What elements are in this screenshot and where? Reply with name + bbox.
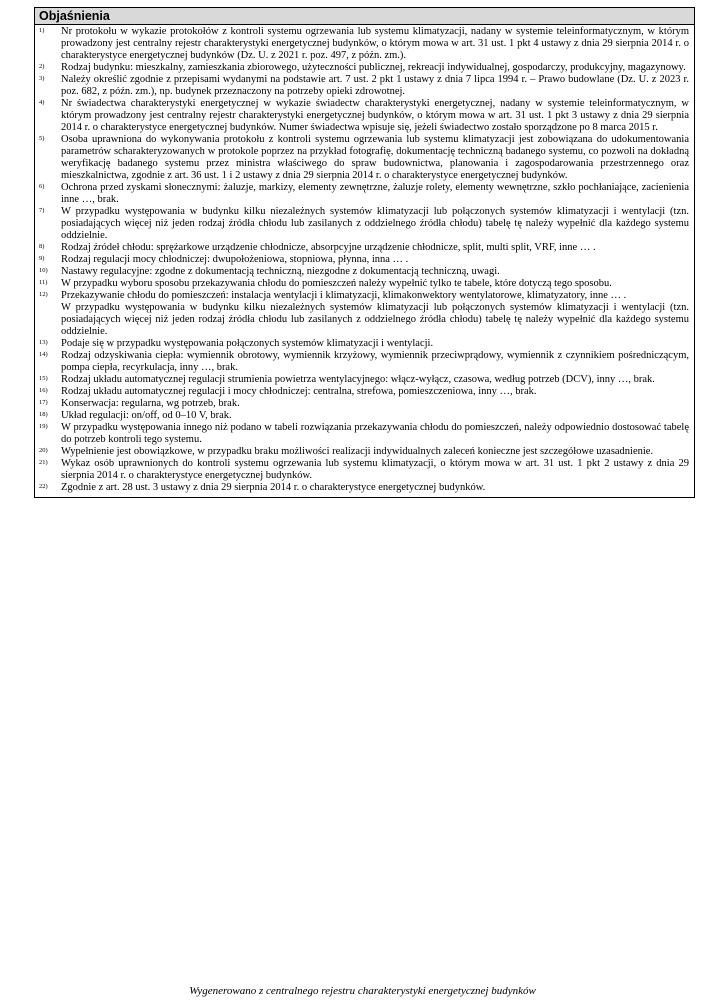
note-paragraph: W przypadku występowania innego niż podano w tabeli rozwiązania przekazywania chłodu do pomieszczeń, należy odpowiednio dostosować tabelę do potrzeb kontroli tego systemu.: [61, 422, 689, 445]
note-number: 14): [39, 351, 48, 358]
note-paragraph: Rodzaj budynku: mieszkalny, zamieszkania zbiorowego, użyteczności publicznej, rekreacji indywidualnej, gospodarczy, produkcyjny, magazynowy.: [61, 62, 686, 73]
note-text: [61, 62, 694, 74]
note-paragraph: Rodzaj układu automatycznej regulacji i mocy chłodniczej: centralna, strefowa, pomieszczeniowa, inny …, brak.: [61, 386, 537, 397]
note-item: [35, 374, 694, 386]
note-number: 8): [39, 243, 45, 250]
note-paragraph: Nr protokołu w wykazie protokołów z kontroli systemu ogrzewania lub systemu klimatyzacji, nadany w systemie teleinformatycznym, w którym prowadzony jest centralny rejestr charakterystyki energetycznej budynków, o którym mowa w art. 31 ust. 1 pkt 4 ustawy z dnia 29 sierpnia 2014 r. o charakterystyce energetycznej budynków (Dz. U. z 2021 r. poz. 497, z późn. zm.).: [61, 26, 689, 61]
note-paragraph: Podaje się w przypadku występowania połączonych systemów klimatyzacji i wentylacji.: [61, 338, 434, 349]
note-paragraph: Należy określić zgodnie z przepisami wydanymi na podstawie art. 7 ust. 2 pkt 1 ustawy z dnia 7 lipca 1994 r. – Prawo budowlane (Dz. U. z 2023 r. poz. 682, z późn. zm.), np. budynek przeznaczony na potrzeby opieki zdrowotnej.: [61, 74, 689, 97]
note-number: 2): [39, 63, 45, 70]
note-item: [35, 278, 694, 290]
note-paragraph: Przekazywanie chłodu do pomieszczeń: instalacja wentylacji i klimatyzacji, klimakonwektory wentylatorowe, klimatyzatory, inne … .: [61, 290, 627, 301]
note-number: 18): [39, 411, 48, 418]
note-text: [61, 350, 694, 374]
note-number: 19): [39, 423, 48, 430]
note-number: 11): [39, 279, 48, 286]
note-number: 5): [39, 135, 45, 142]
note-paragraph: W przypadku występowania w budynku kilku niezależnych systemów klimatyzacji lub połączonych systemów klimatyzacji i wentylacji (tzn. posiadających więcej niż jeden rodzaj źródła chłodu lub zasilanych z oddzielnego źródła chłodu) tabelę tę należy wypełnić dla każdego systemu oddzielnie.: [61, 206, 689, 241]
note-paragraph: Osoba uprawniona do wykonywania protokołu z kontroli systemu ogrzewania lub systemu klimatyzacji jest zobowiązana do udokumentowania parametrów scharakteryzowanych w protokole poprzez na przykład fotografię, dokumentację techniczną badanego systemu, co pozwoli na dokładną weryfikację badanego systemu przez ministra właściwego do spraw budownictwa, planowania i zagospodarowania przestrzennego oraz mieszkalnictwa, zgodnie z art. 36 ust. 1 i 2 ustawy z dnia 29 sierpnia 2014 r. o charakterystyce energetycznej budynków.: [61, 134, 689, 181]
note-number: 22): [39, 483, 48, 490]
note-item: [35, 62, 694, 74]
note-item: [35, 410, 694, 422]
page-footer: Wygenerowano z centralnego rejestru charakterystyki energetycznej budynków: [189, 985, 536, 997]
note-text: [61, 182, 694, 206]
note-text: [61, 134, 694, 182]
note-number: 6): [39, 183, 45, 190]
note-paragraph: Ochrona przed zyskami słonecznymi: żaluzje, markizy, elementy zewnętrzne, żaluzje rolety, elementy wewnętrzne, szkło pochłaniające, zacienienia inne …, brak.: [61, 182, 689, 205]
explanations-title: Objaśnienia: [35, 8, 694, 25]
note-paragraph: Układ regulacji: on/off, od 0–10 V, brak.: [61, 410, 232, 421]
note-text: [61, 290, 694, 338]
note-number: 4): [39, 99, 45, 106]
note-number: 21): [39, 459, 48, 466]
note-text: [61, 446, 694, 458]
note-paragraph: Nr świadectwa charakterystyki energetycznej w wykazie świadectw charakterystyki energetycznej, nadany w systemie teleinformatycznym, w którym prowadzony jest centralny rejestr charakterystyki energetycznej budynków, o którym mowa w art. 31 ust. 1 pkt 3 ustawy z dnia 29 sierpnia 2014 r. o charakterystyce energetycznej budynków. Numer świadectwa wpisuje się, jeżeli świadectwo zostało sporządzone po 8 marca 2015 r.: [61, 98, 689, 133]
note-paragraph: Rodzaj układu automatycznej regulacji strumienia powietrza wentylacyjnego: włącz-wyłącz, czasowa, według potrzeb (DCV), inny …, brak.: [61, 374, 655, 385]
note-item: [35, 182, 694, 206]
note-paragraph: Nastawy regulacyjne: zgodne z dokumentacją techniczną, niezgodne z dokumentacją techniczną, uwagi.: [61, 266, 500, 277]
note-paragraph: Rodzaj źródeł chłodu: sprężarkowe urządzenie chłodnicze, absorpcyjne urządzenie chłodnicze, split, multi split, VRF, inne … .: [61, 242, 596, 253]
note-number: 1): [39, 27, 45, 34]
note-item: [35, 26, 694, 62]
note-number: 12): [39, 291, 48, 298]
note-number: 9): [39, 255, 45, 262]
note-text: [61, 458, 694, 482]
note-paragraph: Zgodnie z art. 28 ust. 3 ustawy z dnia 29 sierpnia 2014 r. o charakterystyce energetycznej budynków.: [61, 482, 486, 493]
note-item: [35, 398, 694, 410]
note-paragraph: Konserwacja: regularna, wg potrzeb, brak.: [61, 398, 240, 409]
note-number: 15): [39, 375, 48, 382]
note-paragraph: Wypełnienie jest obowiązkowe, w przypadku braku możliwości realizacji indywidualnych zaleceń konieczne jest szczegółowe uzasadnienie.: [61, 446, 654, 457]
note-text: [61, 338, 694, 350]
note-item: [35, 386, 694, 398]
note-text: [61, 242, 694, 254]
note-text: [61, 74, 694, 98]
note-item: [35, 350, 694, 374]
note-paragraph: W przypadku wyboru sposobu przekazywania chłodu do pomieszczeń należy wypełnić tylko te tabele, które dotyczą tego sposobu.: [61, 278, 612, 289]
note-paragraph: W przypadku występowania w budynku kilku niezależnych systemów klimatyzacji lub połączonych systemów klimatyzacji i wentylacji (tzn. posiadających więcej niż jeden rodzaj źródła chłodu lub zasilanych z oddzielnego źródła chłodu) tabelę tę należy wypełnić dla każdego systemu oddzielnie.: [61, 302, 689, 337]
note-item: [35, 338, 694, 350]
note-number: 20): [39, 447, 48, 454]
note-text: [61, 386, 694, 398]
note-text: [61, 254, 694, 266]
note-text: [61, 422, 694, 446]
note-paragraph: Wykaz osób uprawnionych do kontroli systemu ogrzewania lub systemu klimatyzacji, o którym mowa w art. 31 ust. 1 pkt 2 ustawy z dnia 29 sierpnia 2014 r. o charakterystyce energetycznej budynków.: [61, 458, 689, 481]
note-number: 7): [39, 207, 45, 214]
note-number: 3): [39, 75, 45, 82]
note-number: 10): [39, 267, 48, 274]
note-paragraph: Rodzaj regulacji mocy chłodniczej: dwupołożeniowa, stopniowa, płynna, inna … .: [61, 254, 409, 265]
note-item: [35, 254, 694, 266]
note-item: [35, 134, 694, 182]
note-item: [35, 446, 694, 458]
note-number: 13): [39, 339, 48, 346]
note-text: [61, 26, 694, 62]
explanations-list: [35, 25, 694, 497]
note-item: [35, 242, 694, 254]
note-item: [35, 458, 694, 482]
note-item: [35, 206, 694, 242]
note-number: 16): [39, 387, 48, 394]
note-text: [61, 206, 694, 242]
note-text: [61, 278, 694, 290]
note-paragraph: Rodzaj odzyskiwania ciepła: wymiennik obrotowy, wymiennik krzyżowy, wymiennik przeciwprądowy, wymiennik z czynnikiem pośredniczącym, pompa ciepła, recyrkulacja, inny …, brak.: [61, 350, 689, 373]
note-item: [35, 290, 694, 338]
note-number: 17): [39, 399, 48, 406]
note-text: [61, 398, 694, 410]
note-item: [35, 482, 694, 494]
note-item: [35, 98, 694, 134]
note-item: [35, 422, 694, 446]
note-item: [35, 266, 694, 278]
note-text: [61, 410, 694, 422]
note-text: [61, 98, 694, 134]
note-text: [61, 482, 694, 494]
explanations-box: [34, 7, 695, 498]
note-text: [61, 266, 694, 278]
note-text: [61, 374, 694, 386]
note-item: [35, 74, 694, 98]
